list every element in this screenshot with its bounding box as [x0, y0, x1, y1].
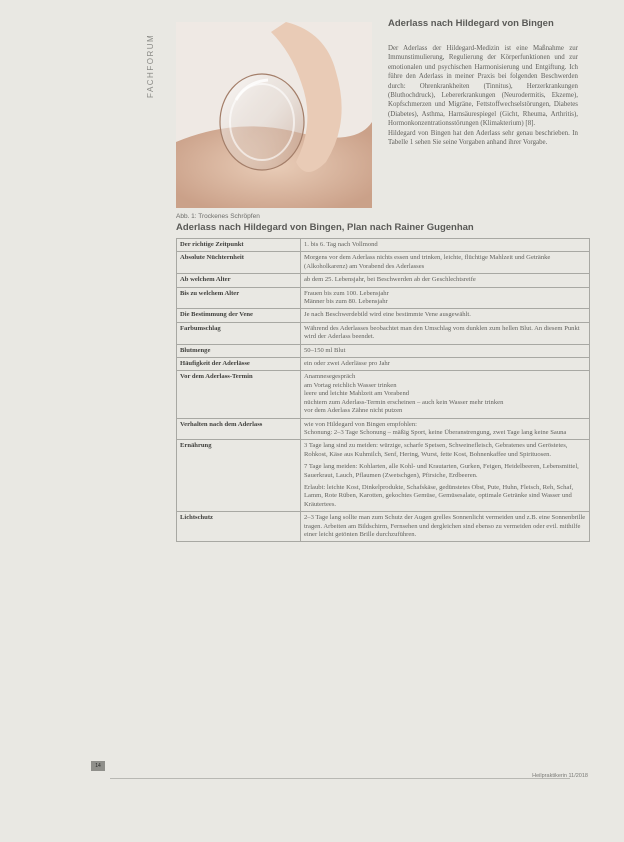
- row-label: Ernährung: [177, 440, 301, 512]
- table-row: [177, 512, 590, 542]
- footer-rule: [110, 778, 570, 779]
- figure-photo: [176, 22, 372, 208]
- table-row: [177, 239, 590, 252]
- table-row: [177, 418, 590, 440]
- table-row: [177, 287, 590, 309]
- row-value: Anamnesegespräch am Vortag reichlich Wasser trinken leere und leichte Mahlzeit am Vorabend nüchtern zum Aderlass-Termin erscheinen – auch kein Wasser mehr trinken vor dem Aderlass Zähne nicht putzen: [301, 371, 590, 418]
- article-body: [388, 44, 578, 147]
- row-label: Vor dem Aderlass-Termin: [177, 371, 301, 418]
- table-row: [177, 344, 590, 357]
- row-label: Blutmenge: [177, 344, 301, 357]
- row-value: Während des Aderlasses beobachtet man den Umschlag vom dunklen zum hellen Blut. An diesem Punkt wird der Aderlass beendet.: [301, 322, 590, 344]
- row-value: Morgens vor dem Aderlass nichts essen und trinken, leichte, flüchtige Mahlzeit und Getränke (Alkoholkarenz) am Vorabend des Aderlasses: [301, 252, 590, 274]
- row-label: Lichtschutz: [177, 512, 301, 542]
- table-row: [177, 322, 590, 344]
- table-row: [177, 358, 590, 371]
- row-label: Absolute Nüchternheit: [177, 252, 301, 274]
- page-number: 14: [91, 761, 105, 771]
- row-label: Verhalten nach dem Aderlass: [177, 418, 301, 440]
- row-value: ein oder zwei Aderlässe pro Jahr: [301, 358, 590, 371]
- article-paragraph: Der Aderlass der Hildegard-Medizin ist eine Maßnahme zur Immunstimulierung, Regulierung der Körperfunktionen und zur emotionalen und psychischen Harmonisierung und Entgiftung. Ich führe den Aderlass in meiner Praxis bei folgenden Beschwerden durch: Ohrenkrankheiten (Tinnitus), Herzerkrankungen (Bluthochdruck), Lebererkrankungen (Neurodermitis, Ekzeme), Kopfschmerzen und Migräne, Fettstoffwechselstörungen, Diabetes (Diabetes), Asthma, Harnsäurespiegel (Gicht, Rheuma, Arthritis), Hormonkonzentrationsstörungen (Klimakterium) [8].: [388, 45, 578, 128]
- footer-publication: Heilpraktikerin 11/2018: [532, 773, 588, 779]
- figure-caption: Abb. 1: Trockenes Schröpfen: [176, 213, 260, 220]
- row-value: ab dem 25. Lebensjahr, bei Beschwerden ab der Geschlechtsreife: [301, 274, 590, 287]
- section-label: FACHFORUM: [146, 33, 155, 98]
- article-paragraph: Hildegard von Bingen hat den Aderlass sehr genau beschrieben. In Tabelle 1 sehen Sie seine Vorgaben anhand ihrer Vorgabe.: [388, 129, 578, 147]
- row-value: 50–150 ml Blut: [301, 344, 590, 357]
- row-value: wie von Hildegard von Bingen empfohlen: Schonung: 2–3 Tage Schonung – mäßig Sport, keine Überanstrengung, zwei Tage lang keine Sauna: [301, 418, 590, 440]
- row-value: Je nach Beschwerdebild wird eine bestimmte Vene ausgewählt.: [301, 309, 590, 322]
- table-row: [177, 371, 590, 418]
- row-value: 2–3 Tage lang sollte man zum Schutz der Augen grelles Sonnenlicht vermeiden und z.B. eine Sonnenbrille tragen. Arbeiten am Bildschirm, Fernsehen und dergleichen sind ebenso zu vermeiden oder evtl. mithilfe einer leicht getönten Brille durchzuführen.: [301, 512, 590, 542]
- table-row: [177, 309, 590, 322]
- row-label: Häufigkeit der Aderlässe: [177, 358, 301, 371]
- article-title: Aderlass nach Hildegard von Bingen: [388, 18, 554, 29]
- row-label: Der richtige Zeitpunkt: [177, 239, 301, 252]
- table-row: [177, 274, 590, 287]
- table-row: [177, 252, 590, 274]
- row-label: Farbumschlag: [177, 322, 301, 344]
- row-label: Bis zu welchem Alter: [177, 287, 301, 309]
- table-title: Aderlass nach Hildegard von Bingen, Plan nach Rainer Gugenhan: [176, 222, 474, 233]
- row-value: 1. bis 6. Tag nach Vollmond: [301, 239, 590, 252]
- row-label: Die Bestimmung der Vene: [177, 309, 301, 322]
- row-value: Frauen bis zum 100. Lebensjahr Männer bis zum 80. Lebensjahr: [301, 287, 590, 309]
- aderlass-plan-table: [176, 238, 590, 542]
- row-label: Ab welchem Alter: [177, 274, 301, 287]
- table-row: [177, 440, 590, 512]
- cupping-hand-photo: [176, 22, 372, 208]
- row-value: 3 Tage lang sind zu meiden: würzige, scharfe Speisen, Schweinefleisch, Gebratenes und Geröstetes, Rohkost, Käse aus Kuhmilch, Senf, Hering, Wurst, fette Kost, Bohnenkaffee und Spirituosen. 7 Tage lang meiden: Kohlarten, alle Kohl- und Krautarten, Gurken, Feigen, Heidelbeeren, Lebensmittel, Sauerkraut, Lauch, Pflaumen (Zwetschgen), Pfirsiche, Erdbeeren. Erlaubt: leichte Kost, Dinkelprodukte, Schafskäse, gedünstetes Obst, Pute, Huhn, Fleisch, Reh, Schaf, Lamm, Rote Rüben, Karotten, gekochtes Gemüse, Gemüsesalate, optimale Getränke sind Wasser und Kräutertees.: [301, 440, 590, 512]
